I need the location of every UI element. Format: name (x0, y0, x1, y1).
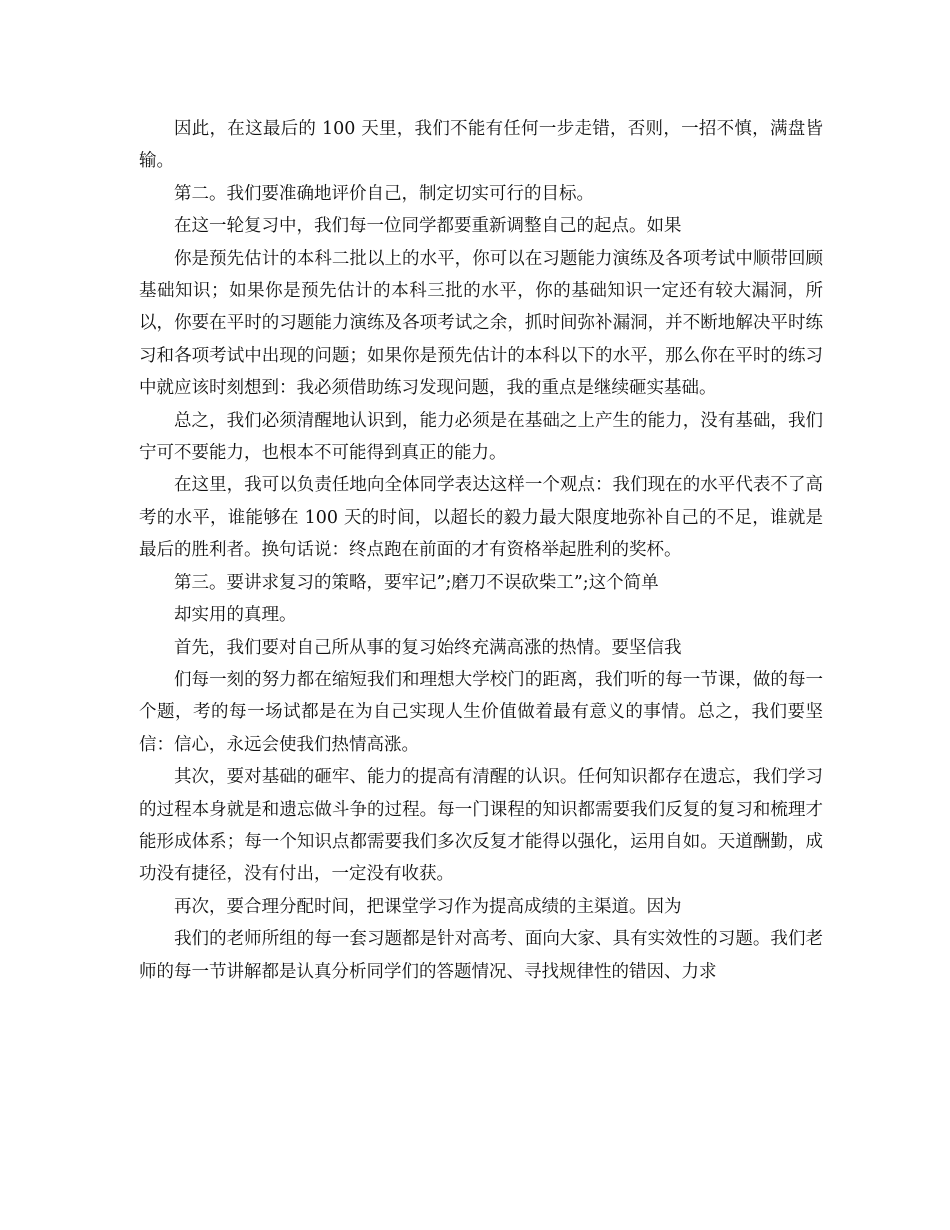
paragraph: 你是预先估计的本科二批以上的水平，你可以在习题能力演练及各项考试中顺带回顾基础知识；如果你是预先估计的本科三批的水平，你的基础知识一定还有较大漏洞，所以，你要在平时的习题能力演练及各项考试之余，抓时间弥补漏洞，并不断地解决平时练习和各项考试中出现的问题；如果你是预先估计的本科以下的水平，那么你在平时的练习中就应该时刻想到：我必须借助练习发现问题，我的重点是继续砸实基础。 (139, 248, 823, 399)
paragraph: 再次，要合理分配时间，把课堂学习作为提高成绩的主渠道。因为 (174, 896, 682, 917)
paragraph: 却实用的真理。 (174, 605, 297, 626)
paragraph: 在这一轮复习中，我们每一位同学都要重新调整自己的起点。如果 (174, 216, 682, 237)
paragraph: 们每一刻的努力都在缩短我们和理想大学校门的距离，我们听的每一节课，做的每一个题，考的每一场试都是在为自己实现人生价值做着最有意义的事情。总之，我们要坚信：信心，永远会使我们热情高涨。 (139, 669, 823, 755)
paragraph: 第三。要讲求复习的策略，要牢记”;磨刀不误砍柴工”;这个简单 (174, 572, 659, 593)
paragraph: 我们的老师所组的每一套习题都是针对高考、面向大家、具有实效性的习题。我们老师的每一节讲解都是认真分析同学们的答题情况、寻找规律性的错因、力求 (139, 929, 823, 982)
paragraph: 总之，我们必须清醒地认识到，能力必须是在基础之上产生的能力，没有基础，我们宁可不要能力，也根本不可能得到真正的能力。 (139, 410, 823, 464)
paragraph: 其次，要对基础的砸牢、能力的提高有清醒的认识。任何知识都存在遗忘，我们学习的过程本身就是和遗忘做斗争的过程。每一门课程的知识都需要我们反复的复习和梳理才能形成体系；每一个知识点都需要我们多次反复才能得以强化，运用自如。天道酬勤，成功没有捷径，没有付出，一定没有收获。 (139, 767, 823, 885)
paragraph: 因此，在这最后的 100 天里，我们不能有任何一步走错，否则，一招不慎，满盘皆输。 (139, 119, 823, 172)
paragraph: 首先，我们要对自己所从事的复习始终充满高涨的热情。要坚信我 (174, 637, 682, 658)
paragraph: 在这里，我可以负责任地向全体同学表达这样一个观点：我们现在的水平代表不了高考的水平，谁能够在 100 天的时间，以超长的毅力最大限度地弥补自己的不足，谁就是最后的胜利者。换句话说：终点跑在前面的才有资格举起胜利的奖杯。 (139, 475, 823, 561)
paragraph: 第二。我们要准确地评价自己，制定切实可行的目标。 (174, 183, 594, 204)
document-body (139, 113, 823, 988)
